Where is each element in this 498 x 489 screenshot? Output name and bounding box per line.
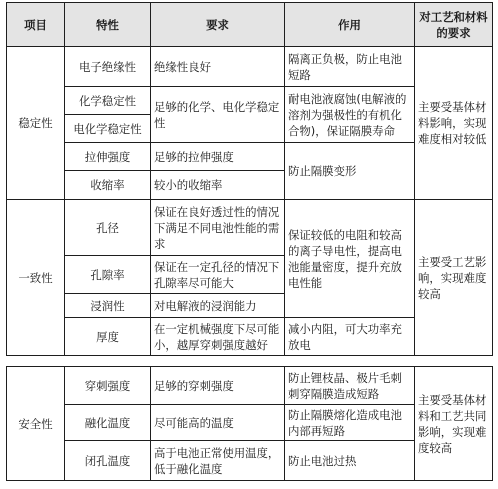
requirement-cell: 足够的化学、电化学稳定性 (151, 87, 285, 143)
function-cell: 防止电池过热 (285, 441, 415, 481)
separator-properties-table (6, 2, 493, 356)
feature-cell: 电化学稳定性 (65, 115, 151, 143)
feature-cell: 化学稳定性 (65, 87, 151, 115)
function-cell: 隔离正负极，防止电池短路 (285, 47, 415, 87)
feature-cell: 电子绝缘性 (65, 47, 151, 87)
function-cell: 防止隔膜变形 (285, 143, 415, 200)
feature-cell: 孔径 (65, 200, 151, 256)
function-cell: 防止锂枝晶、极片毛刺刺穿隔膜造成短路 (285, 367, 415, 405)
function-cell: 防止隔膜熔化造成电池内部再短路 (285, 405, 415, 441)
table-row (7, 200, 493, 256)
function-cell: 耐电池液腐蚀(电解液的溶剂为强极性的有机化合物)，保证隔膜寿命 (285, 87, 415, 143)
requirement-cell: 足够的拉伸强度 (151, 143, 285, 171)
feature-cell: 拉伸强度 (65, 143, 151, 171)
requirement-cell: 足够的穿刺强度 (151, 367, 285, 405)
header-function: 作用 (285, 3, 415, 47)
requirement-cell: 保证在良好透过性的情况下满足不同电池性能的需求 (151, 200, 285, 256)
process-req-cell: 主要受工艺影响，实现难度较高 (415, 200, 493, 356)
header-process-requirement: 对工艺和材料的要求 (415, 3, 493, 47)
function-cell: 减小内阻，可大功率充放电 (285, 318, 415, 356)
requirement-cell: 高于电池正常使用温度，低于融化温度 (151, 441, 285, 481)
header-requirement: 要求 (151, 3, 285, 47)
header-feature: 特性 (65, 3, 151, 47)
category-safety: 安全性 (7, 367, 65, 481)
category-consistency: 一致性 (7, 200, 65, 356)
feature-cell: 浸润性 (65, 294, 151, 318)
feature-cell: 穿刺强度 (65, 367, 151, 405)
table-row (7, 47, 493, 87)
requirement-cell: 较小的收缩率 (151, 171, 285, 200)
feature-cell: 融化温度 (65, 405, 151, 441)
safety-table (6, 366, 493, 481)
requirement-cell: 对电解液的浸润能力 (151, 294, 285, 318)
function-cell: 保证较低的电阻和较高的离子导电性，提高电池能量密度，提升充放电性能 (285, 200, 415, 318)
requirement-cell: 绝缘性良好 (151, 47, 285, 87)
process-req-cell: 主要受基体材料影响，实现难度相对较低 (415, 47, 493, 200)
category-stability: 稳定性 (7, 47, 65, 200)
feature-cell: 厚度 (65, 318, 151, 356)
process-req-cell: 主要受基体材料和工艺共同影响，实现难度较高 (415, 367, 493, 481)
table-row (7, 367, 493, 405)
table-header-row (7, 3, 493, 47)
feature-cell: 孔隙率 (65, 256, 151, 294)
requirement-cell: 尽可能高的温度 (151, 405, 285, 441)
feature-cell: 闭孔温度 (65, 441, 151, 481)
header-item: 项目 (7, 3, 65, 47)
feature-cell: 收缩率 (65, 171, 151, 200)
requirement-cell: 在一定机械强度下尽可能小，越厚穿刺强度越好 (151, 318, 285, 356)
requirement-cell: 保证在一定孔径的情况下孔隙率尽可能大 (151, 256, 285, 294)
